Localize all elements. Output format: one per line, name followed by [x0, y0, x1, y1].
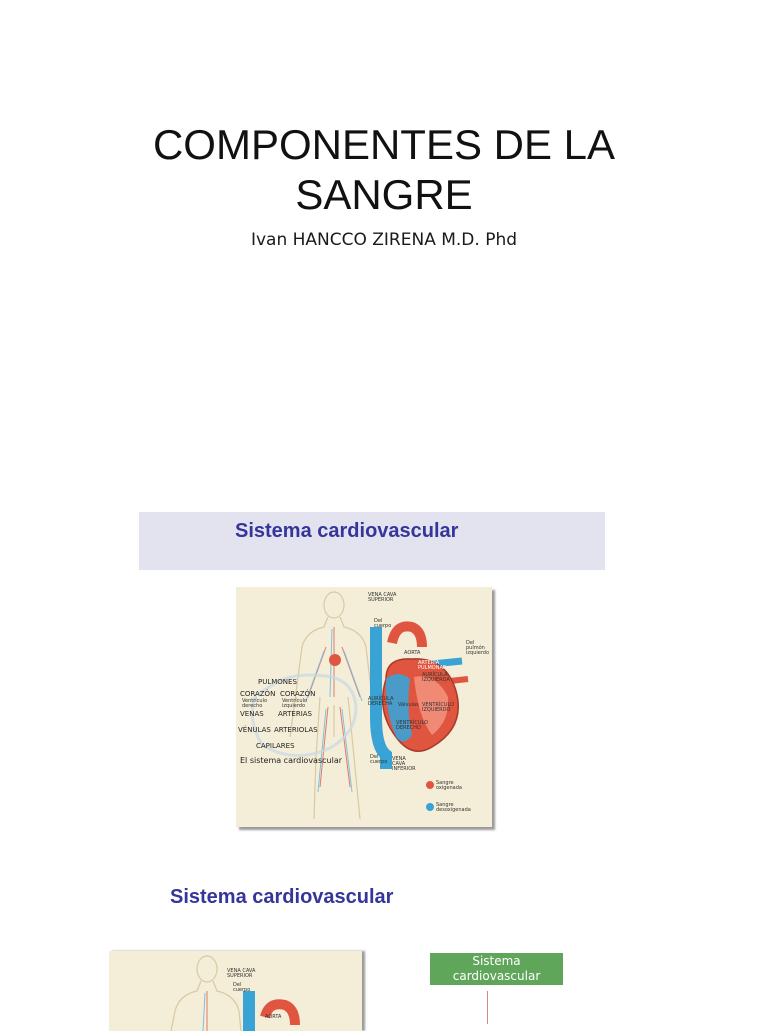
label-auricula-izquierda: AURÍCULA IZQUIERDA: [422, 672, 450, 683]
cardiovascular-diagram-2: [109, 951, 362, 1031]
label-ventriculo-izquierdo-small: Ventrículo izquierdo: [282, 698, 308, 709]
diagram2-label-del-cuerpo: Del cuerpo: [233, 982, 251, 993]
diagram2-label-aorta: AORTA: [265, 1014, 282, 1020]
green-label-box: Sistema cardiovascular: [430, 953, 563, 985]
slide-subtitle: Ivan HANCCO ZIRENA M.D. Phd: [250, 230, 518, 250]
legend-sangre-desoxigenada: Sangre desoxigenada: [436, 802, 471, 813]
label-vena-cava-superior: VENA CAVA SUPERIOR: [368, 592, 397, 603]
diagram-caption: El sistema cardiovascular: [240, 756, 343, 765]
label-corazon-left: CORAZÓN: [240, 690, 276, 698]
legend-sangre-oxigenada: Sangre oxigenada: [436, 780, 462, 791]
label-capilares: CAPILARES: [256, 742, 295, 750]
label-valvulas: Válvulas: [398, 702, 419, 708]
section-band: [139, 512, 605, 570]
slide-title: COMPONENTES DE LA SANGRE: [152, 121, 616, 218]
diagram2-label-vena-cava-superior: VENA CAVA SUPERIOR: [227, 968, 256, 979]
label-aorta: AORTA: [404, 650, 421, 656]
label-arterias: ARTERIAS: [278, 710, 313, 718]
label-ventriculo-derecho-small: Ventrículo derecho: [242, 698, 268, 709]
label-del-cuerpo-top: Del cuerpo: [374, 618, 392, 629]
label-vena-cava-inferior: VENA CAVA INFERIOR: [392, 756, 416, 772]
label-venas: VENAS: [240, 710, 264, 718]
cardiovascular-diagram: [236, 587, 492, 827]
label-venulas: VÉNULAS: [238, 726, 271, 734]
section-heading: Sistema cardiovascular: [235, 520, 459, 542]
section2-heading: Sistema cardiovascular: [170, 886, 394, 908]
connector-line: [487, 991, 488, 1024]
label-ventriculo-derecho: VENTRÍCULO DERECHO: [396, 720, 429, 731]
label-del-pulmon-izquierdo: Del pulmón izquierdo: [466, 640, 490, 656]
label-corazon-right: CORAZÓN: [280, 690, 316, 698]
label-auricula-derecha: AURÍCULA DERECHA: [368, 696, 394, 707]
label-ventriculo-izquierdo: VENTRÍCULO IZQUIERDO: [422, 702, 455, 713]
label-pulmones: PULMONES: [258, 678, 297, 686]
label-arteriolas: ARTERIOLAS: [274, 726, 318, 734]
label-arteria-pulmonar: ARTERIA PULMONAR: [418, 660, 447, 671]
label-del-cuerpo-bottom: Del cuerpo: [370, 754, 388, 765]
